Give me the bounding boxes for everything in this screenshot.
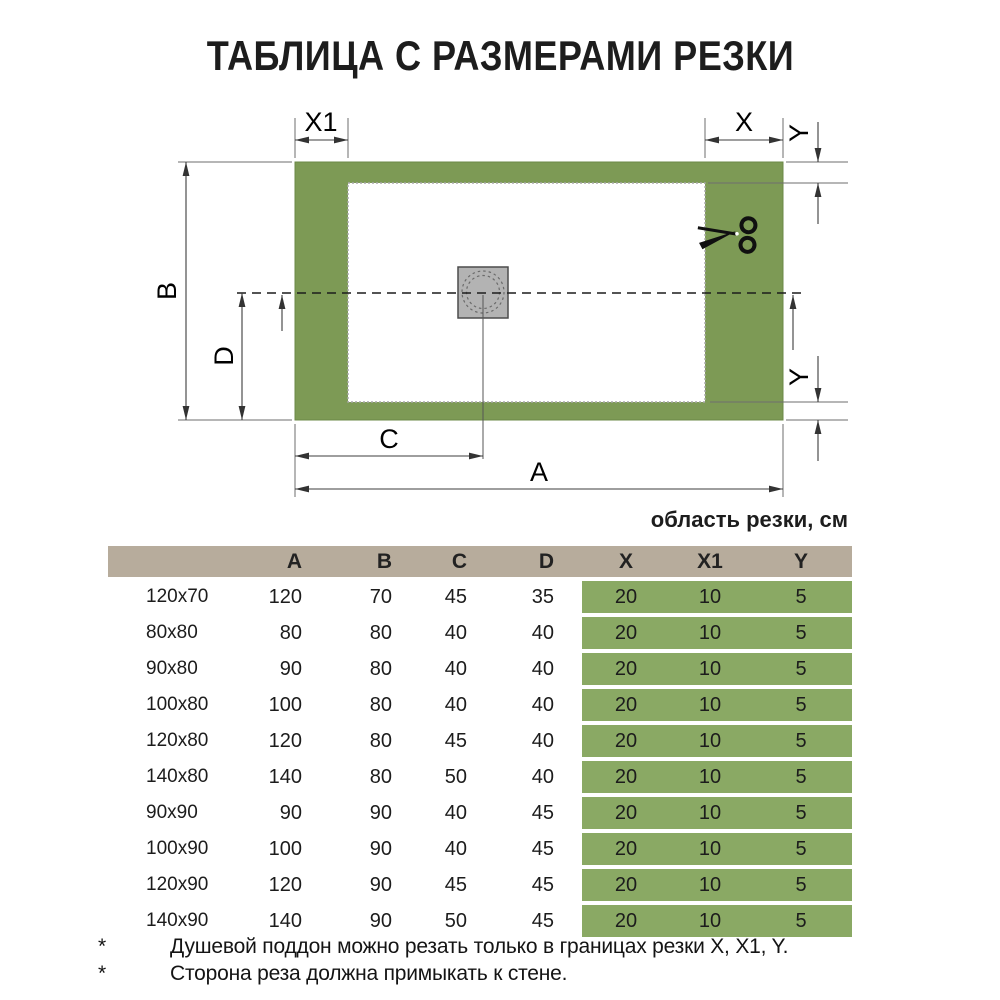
table-row bbox=[108, 833, 852, 865]
row-value: 20 bbox=[582, 797, 670, 829]
row-value: 50 bbox=[420, 761, 495, 793]
dim-label-c: C bbox=[379, 424, 399, 454]
footnote-text: Душевой поддон можно резать только в границах резки X, X1, Y. bbox=[170, 935, 789, 958]
row-value: 45 bbox=[420, 725, 495, 757]
row-value: 20 bbox=[582, 689, 670, 721]
row-value: 90 bbox=[330, 905, 420, 937]
row-size-label: 140x90 bbox=[108, 905, 235, 937]
col-header-b: B bbox=[330, 546, 420, 577]
row-value: 40 bbox=[420, 653, 495, 685]
row-value: 5 bbox=[750, 833, 852, 865]
row-value: 20 bbox=[582, 581, 670, 613]
row-value: 20 bbox=[582, 905, 670, 937]
row-value: 90 bbox=[235, 653, 330, 685]
col-header-size bbox=[108, 546, 235, 577]
row-value: 10 bbox=[670, 869, 750, 901]
row-value: 45 bbox=[495, 905, 582, 937]
row-value: 80 bbox=[330, 653, 420, 685]
row-value: 90 bbox=[330, 797, 420, 829]
dim-label-d: D bbox=[209, 346, 239, 366]
row-value: 10 bbox=[670, 905, 750, 937]
row-value: 45 bbox=[495, 833, 582, 865]
table-row bbox=[108, 581, 852, 613]
row-value: 80 bbox=[330, 725, 420, 757]
row-value: 20 bbox=[582, 725, 670, 757]
col-header-x: X bbox=[582, 546, 670, 577]
row-size-label: 100x80 bbox=[108, 689, 235, 721]
col-header-c: C bbox=[420, 546, 495, 577]
footnote-1 bbox=[60, 933, 940, 960]
row-value: 10 bbox=[670, 725, 750, 757]
row-size-label: 120x70 bbox=[108, 581, 235, 613]
row-value: 100 bbox=[235, 833, 330, 865]
dim-label-x1: X1 bbox=[304, 107, 338, 137]
table-row bbox=[108, 869, 852, 901]
table-row bbox=[108, 761, 852, 793]
row-value: 10 bbox=[670, 797, 750, 829]
footnote-text: Сторона реза должна примыкать к стене. bbox=[170, 962, 568, 985]
row-value: 20 bbox=[582, 653, 670, 685]
col-header-y: Y bbox=[750, 546, 852, 577]
row-value: 5 bbox=[750, 617, 852, 649]
row-value: 120 bbox=[235, 581, 330, 613]
dim-label-y-top: Y bbox=[784, 123, 814, 143]
row-value: 10 bbox=[670, 761, 750, 793]
row-value: 50 bbox=[420, 905, 495, 937]
row-value: 20 bbox=[582, 833, 670, 865]
row-size-label: 90x90 bbox=[108, 797, 235, 829]
row-value: 35 bbox=[495, 581, 582, 613]
dim-label-a: A bbox=[529, 457, 549, 487]
row-value: 45 bbox=[420, 869, 495, 901]
row-value: 5 bbox=[750, 905, 852, 937]
row-value: 40 bbox=[420, 833, 495, 865]
row-value: 100 bbox=[235, 689, 330, 721]
page-title-text: ТАБЛИЦА С РАЗМЕРАМИ РЕЗКИ bbox=[206, 32, 794, 79]
row-value: 40 bbox=[495, 617, 582, 649]
row-value: 5 bbox=[750, 653, 852, 685]
row-size-label: 80x80 bbox=[108, 617, 235, 649]
row-size-label: 140x80 bbox=[108, 761, 235, 793]
row-value: 10 bbox=[670, 581, 750, 613]
table-row bbox=[108, 725, 852, 757]
row-value: 140 bbox=[235, 761, 330, 793]
row-value: 140 bbox=[235, 905, 330, 937]
table-row bbox=[108, 797, 852, 829]
row-value: 80 bbox=[330, 761, 420, 793]
row-value: 5 bbox=[750, 797, 852, 829]
row-value: 40 bbox=[420, 797, 495, 829]
row-value: 90 bbox=[330, 833, 420, 865]
row-size-label: 100x90 bbox=[108, 833, 235, 865]
col-header-d: D bbox=[495, 546, 582, 577]
row-value: 80 bbox=[330, 617, 420, 649]
col-header-a: A bbox=[235, 546, 330, 577]
row-value: 90 bbox=[235, 797, 330, 829]
size-table bbox=[108, 542, 852, 941]
table-caption: область резки, см bbox=[650, 507, 848, 532]
row-value: 80 bbox=[330, 689, 420, 721]
row-value: 5 bbox=[750, 581, 852, 613]
table-row bbox=[108, 653, 852, 685]
row-value: 5 bbox=[750, 869, 852, 901]
row-value: 120 bbox=[235, 725, 330, 757]
footnote-2 bbox=[60, 960, 940, 987]
row-value: 20 bbox=[582, 869, 670, 901]
row-value: 40 bbox=[495, 761, 582, 793]
row-value: 40 bbox=[495, 653, 582, 685]
row-value: 40 bbox=[495, 689, 582, 721]
dim-label-b: B bbox=[152, 281, 182, 301]
row-value: 10 bbox=[670, 617, 750, 649]
size-table-body bbox=[108, 581, 852, 937]
row-value: 40 bbox=[420, 689, 495, 721]
footnote-marker: * bbox=[98, 962, 107, 985]
row-value: 70 bbox=[330, 581, 420, 613]
row-value: 45 bbox=[495, 797, 582, 829]
row-size-label: 90x80 bbox=[108, 653, 235, 685]
row-value: 10 bbox=[670, 833, 750, 865]
row-value: 20 bbox=[582, 617, 670, 649]
row-value: 40 bbox=[420, 617, 495, 649]
row-value: 10 bbox=[670, 689, 750, 721]
row-value: 45 bbox=[495, 869, 582, 901]
row-value: 5 bbox=[750, 689, 852, 721]
dim-label-y-bottom: Y bbox=[784, 367, 814, 387]
col-header-x1: X1 bbox=[670, 546, 750, 577]
table-header-row bbox=[108, 546, 852, 577]
row-value: 90 bbox=[330, 869, 420, 901]
row-size-label: 120x90 bbox=[108, 869, 235, 901]
table-row bbox=[108, 617, 852, 649]
footnote-marker: * bbox=[98, 935, 107, 958]
footnotes bbox=[60, 933, 940, 987]
row-value: 120 bbox=[235, 869, 330, 901]
row-value: 20 bbox=[582, 761, 670, 793]
dim-label-x: X bbox=[734, 107, 754, 137]
row-value: 45 bbox=[420, 581, 495, 613]
row-value: 5 bbox=[750, 761, 852, 793]
table-row bbox=[108, 689, 852, 721]
row-value: 5 bbox=[750, 725, 852, 757]
row-value: 40 bbox=[495, 725, 582, 757]
row-value: 10 bbox=[670, 653, 750, 685]
row-size-label: 120x80 bbox=[108, 725, 235, 757]
row-value: 80 bbox=[235, 617, 330, 649]
